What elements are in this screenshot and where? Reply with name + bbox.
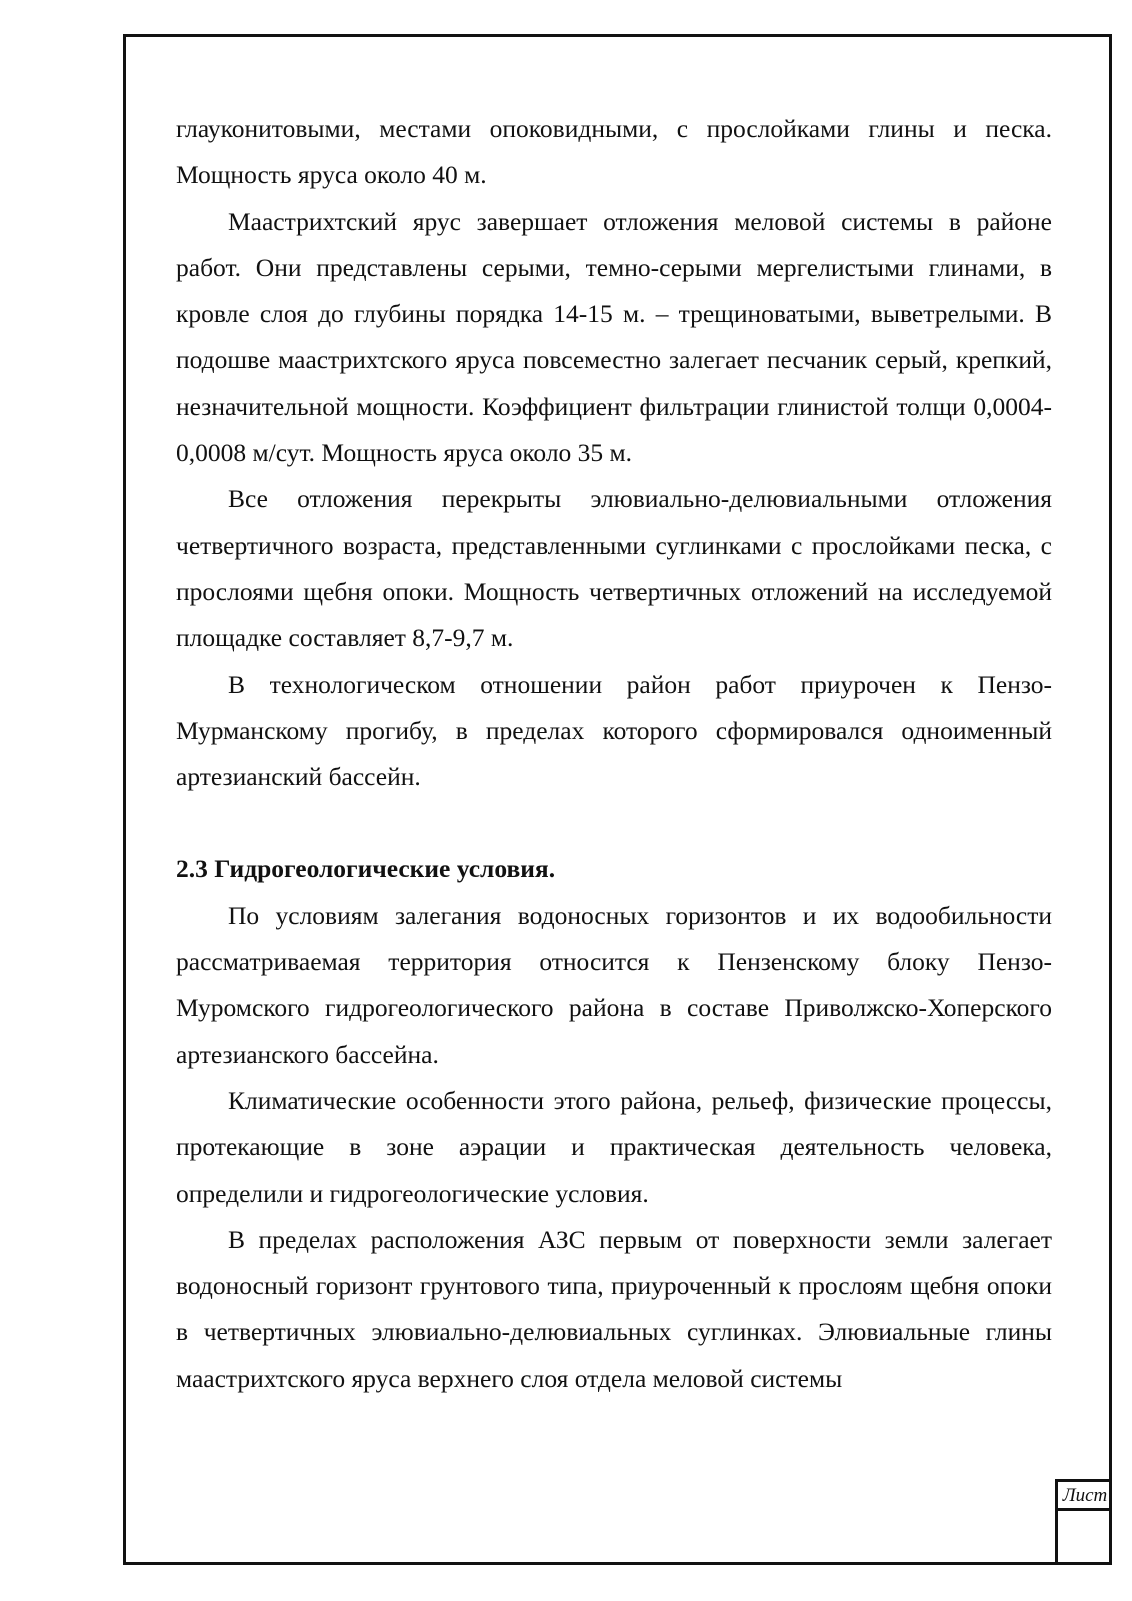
paragraph-tectonics: В технологическом отношении район работ приурочен к Пензо-Мурманскому прогибу, в пределах которого сформировался одноименный артезианский бассейн.: [176, 669, 1052, 792]
paragraph-climate: Климатические особенности этого района, рельеф, физические процессы, протекающие в зоне аэрации и практическая деятельность человека, определили и гидрогеологические условия.: [176, 1085, 1052, 1208]
paragraph-gas-station: В пределах расположения АЗС первым от поверхности земли залегает водоносный горизонт грунтового типа, приуроченный к прослоям щебня опоки в четвертичных элювиально-делювиальных суглинках. Элювиальные глины маастрихтского яруса верхнего слоя отдела меловой системы: [176, 1224, 1052, 1393]
paragraph-aquifers: По условиям залегания водоносных горизонтов и их водообильности рассматриваемая территория относится к Пензенскому блоку Пензо-Муромского гидрогеологического района в составе Приволжско-Хоперского артезианского бассейна.: [176, 900, 1052, 1069]
sheet-label: Лист: [1058, 1482, 1112, 1511]
paragraph-maastrichtian: Маастрихтский ярус завершает отложения меловой системы в районе работ. Они представлены серыми, темно-серыми мергелистыми глинами, в кровле слоя до глубины порядка 14-15 м. – трещиноватыми, выветрелыми. В подошве маастрихтского яруса повсеместно залегает песчаник серый, крепкий, незначительной мощности. Коэффициент фильтрации глинистой толщи 0,0004-0,0008 м/сут. Мощность яруса около 35 м.: [176, 206, 1052, 468]
document-body: [176, 106, 1052, 1402]
section-heading: 2.3 Гидрогеологические условия.: [176, 854, 556, 884]
paragraph-quaternary: Все отложения перекрыты элювиально-делювиальными отложения четвертичного возраста, представленными суглинками с прослойками песка, с прослоями щебня опоки. Мощность четвертичных отложений на исследуемой площадке составляет 8,7-9,7 м.: [176, 484, 1052, 653]
paragraph-continued: глауконитовыми, местами опоковидными, с прослойками глины и песка. Мощность яруса около 40 м.: [176, 114, 1052, 190]
sheet-number-stamp: [1055, 1479, 1112, 1565]
